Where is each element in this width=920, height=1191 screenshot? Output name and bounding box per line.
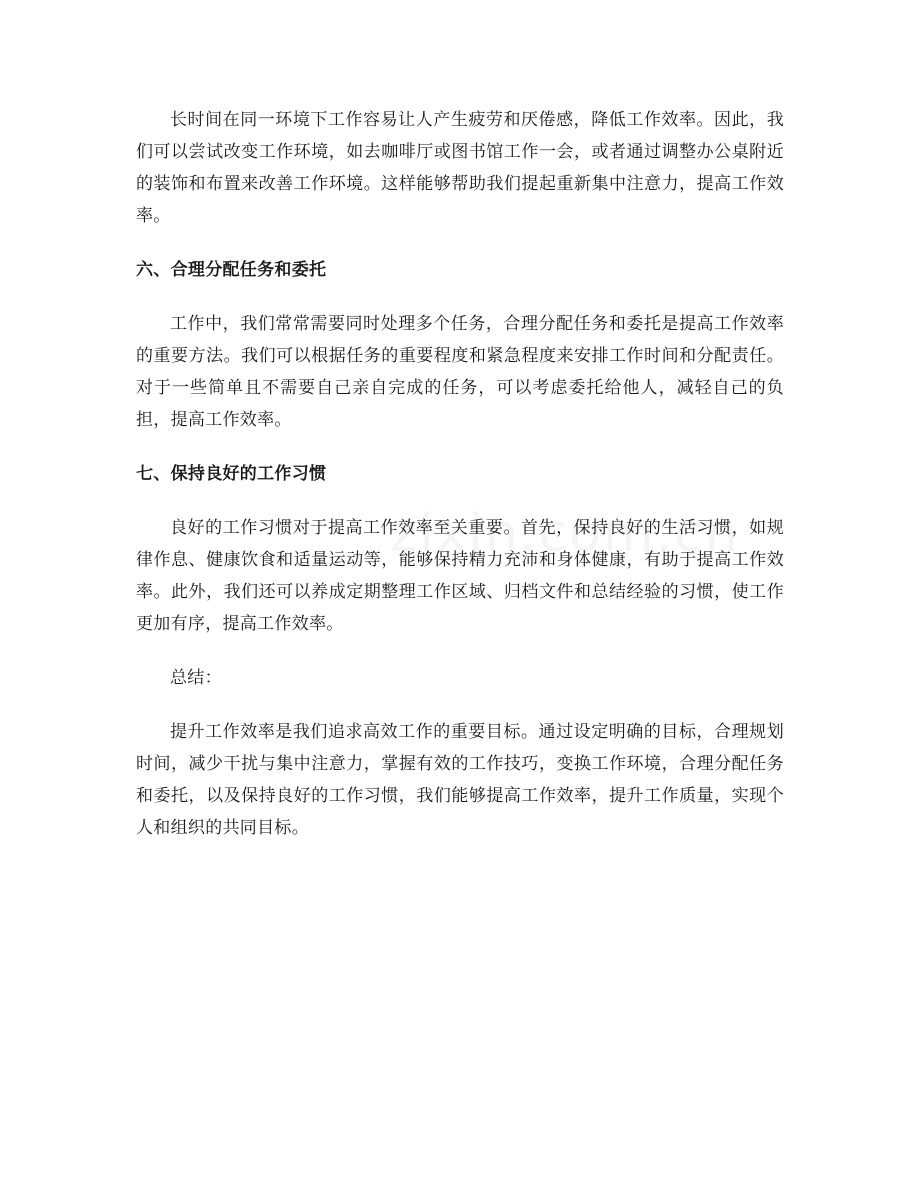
- conclusion-paragraph: 提升工作效率是我们追求高效工作的重要目标。通过设定明确的目标，合理规划时间，减少干扰与集中注意力，掌握有效的工作技巧，变换工作环境，合理分配任务和委托，以及保持良好的工作习惯，我们能够提高工作效率，提升工作质量，实现个人和组织的共同目标。: [136, 722, 784, 838]
- intro-paragraph: 长时间在同一环境下工作容易让人产生疲劳和厌倦感，降低工作效率。因此，我们可以尝试改变工作环境，如去咖啡厅或图书馆工作一会，或者通过调整办公桌附近的装饰和布置来改善工作环境。这样能够帮助我们提起重新集中注意力，提高工作效率。: [136, 110, 784, 226]
- section-6-heading: 六、合理分配任务和委托: [136, 260, 327, 280]
- section-6-paragraph: 工作中，我们常常需要同时处理多个任务，合理分配任务和委托是提高工作效率的重要方法。我们可以根据任务的重要程度和紧急程度来安排工作时间和分配责任。对于一些简单且不需要自己亲自完成的任务，可以考虑委托给他人，减轻自己的负担，提高工作效率。: [136, 314, 784, 430]
- section-7-heading: 七、保持良好的工作习惯: [136, 464, 327, 484]
- summary-label: 总结：: [170, 668, 222, 688]
- section-7-paragraph: 良好的工作习惯对于提高工作效率至关重要。首先，保持良好的生活习惯，如规律作息、健康饮食和适量运动等，能够保持精力充沛和身体健康，有助于提高工作效率。此外，我们还可以养成定期整理工作区域、归档文件和总结经验的习惯，使工作更加有序，提高工作效率。: [136, 518, 784, 634]
